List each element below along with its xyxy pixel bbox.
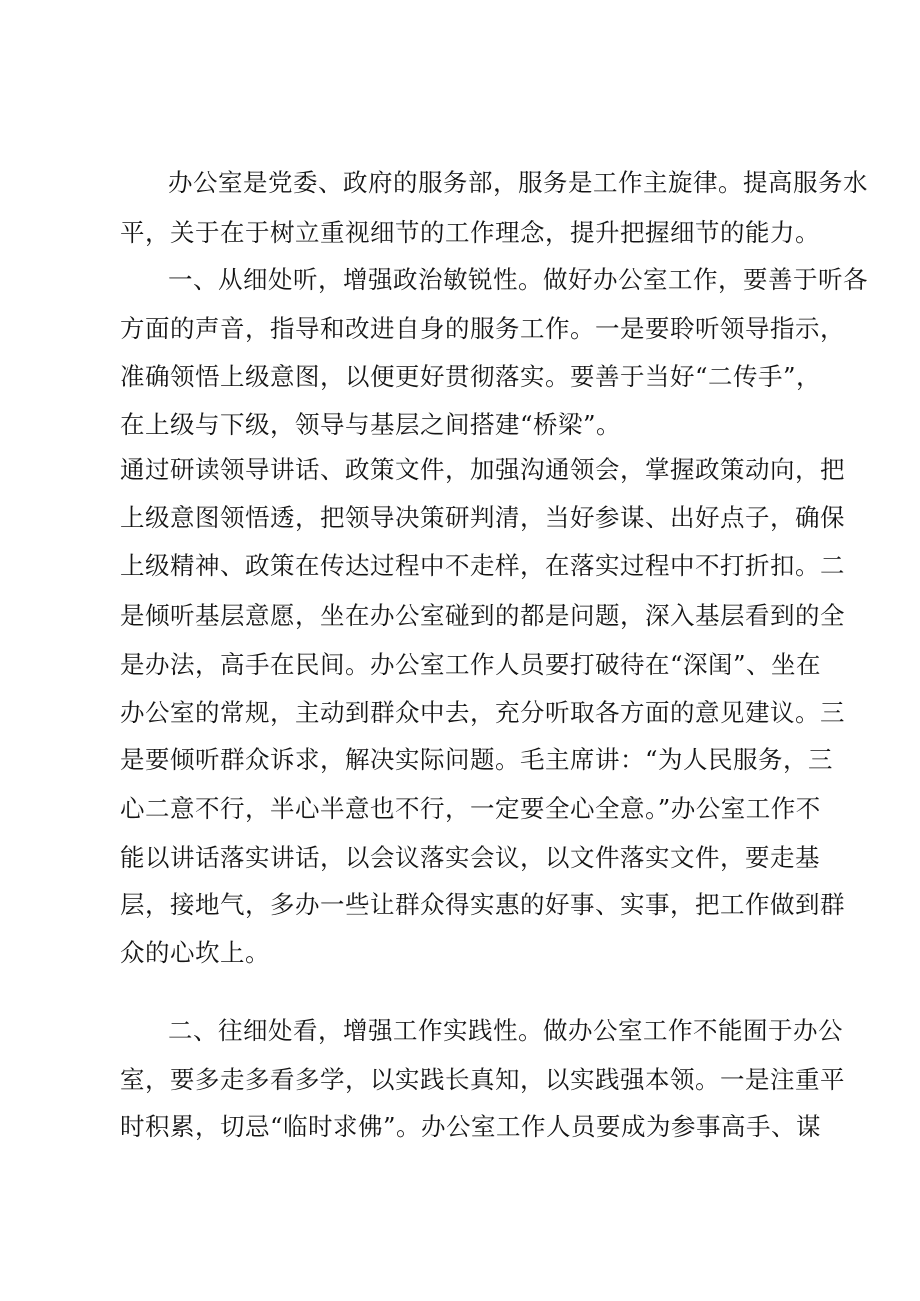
- text-line: 能以讲话落实讲话，以会议落实会议，以文件落实文件，要走基: [120, 843, 820, 872]
- text-line: 是办法，高手在民间。办公室工作人员要打破待在“深闺”、坐在: [120, 650, 822, 679]
- text-line: 办公室的常规，主动到群众中去，充分听取各方面的意见建议。三: [120, 698, 845, 727]
- text-line: 平，关于在于树立重视细节的工作理念，提升把握细节的能力。: [120, 218, 820, 247]
- text-line: 二、往细处看，增强工作实践性。做办公室工作不能囿于办公: [168, 1016, 843, 1045]
- text-line: 准确领悟上级意图，以便更好贯彻落实。要善于当好“二传手”，: [120, 362, 822, 391]
- text-line: 通过研读领导讲话、政策文件，加强沟通领会，掌握政策动向，把: [120, 455, 845, 484]
- text-line: 方面的声音，指导和改进自身的服务工作。一是要聆听领导指示，: [120, 314, 845, 343]
- text-line: 办公室是党委、政府的服务部，服务是工作主旋律。提高服务水: [168, 168, 868, 197]
- text-line: 是倾听基层意愿，坐在办公室碰到的都是问题，深入基层看到的全: [120, 601, 845, 630]
- text-line: 众的心坎上。: [120, 938, 270, 967]
- text-line: 时积累，切忌“临时求佛”。办公室工作人员要成为参事高手、谋: [120, 1112, 822, 1141]
- text-line: 在上级与下级，领导与基层之间搭建“桥梁”。: [120, 410, 622, 439]
- text-line: 心二意不行，半心半意也不行，一定要全心全意。”办公室工作不: [120, 794, 821, 823]
- text-line: 层，接地气，多办一些让群众得实惠的好事、实事，把工作做到群: [120, 890, 845, 919]
- text-line: 是要倾听群众诉求，解决实际问题。毛主席讲：“为人民服务，三: [120, 745, 834, 774]
- text-line: 室，要多走多看多学，以实践长真知，以实践强本领。一是注重平: [120, 1065, 845, 1094]
- text-line: 一、从细处听，增强政治敏锐性。做好办公室工作，要善于听各: [168, 265, 868, 294]
- text-line: 上级精神、政策在传达过程中不走样，在落实过程中不打折扣。二: [120, 551, 845, 580]
- text-line: 上级意图领悟透，把领导决策研判清，当好参谋、出好点子，确保: [120, 503, 845, 532]
